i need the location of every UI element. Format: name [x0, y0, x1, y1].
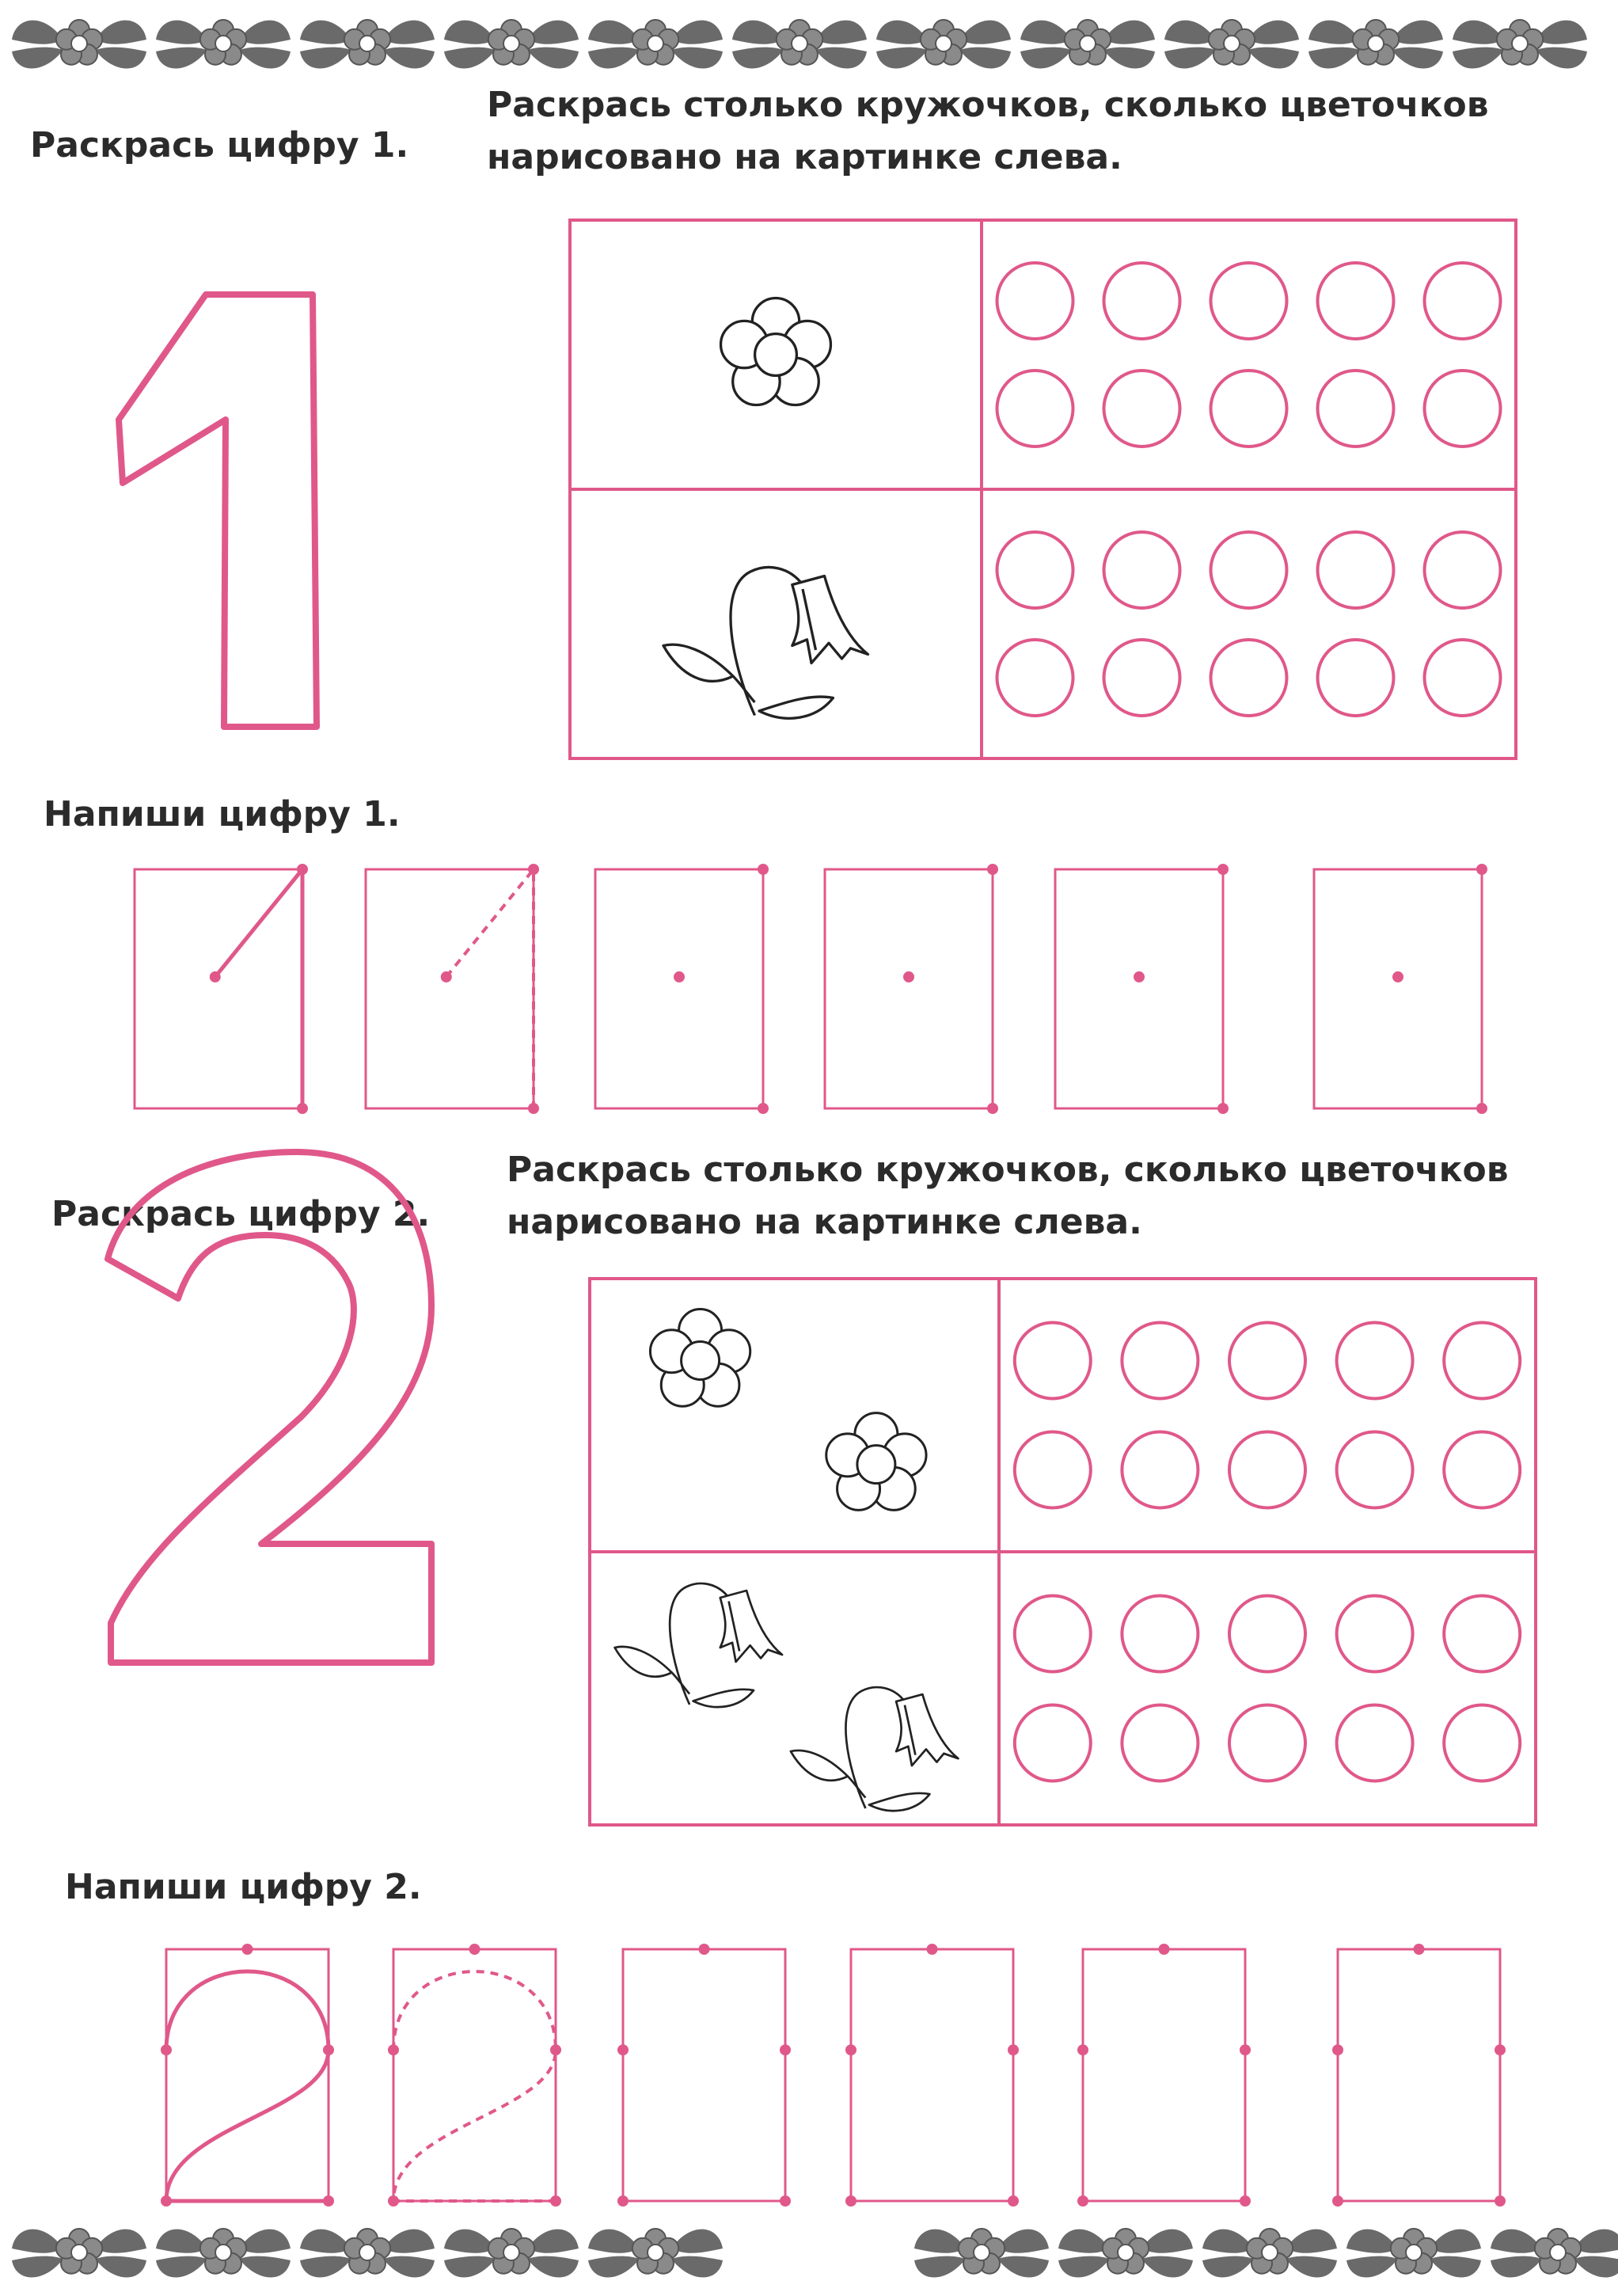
guide-dot — [469, 1944, 480, 1955]
practice-box[interactable] — [1314, 864, 1487, 1114]
practice-box[interactable] — [825, 864, 998, 1114]
guide-dot — [1217, 1103, 1229, 1114]
practice-row-2 — [161, 1944, 1506, 2207]
practice-box[interactable] — [1077, 1944, 1251, 2207]
instruction-1-line1: Раскрась столько кружочков, сколько цветочков — [487, 85, 1489, 125]
practice-box-frame[interactable] — [1314, 869, 1482, 1108]
daisy-flower-icon — [826, 1413, 926, 1511]
guide-dot — [927, 1944, 938, 1955]
guide-dot — [1077, 2044, 1088, 2055]
bellflower-icon — [615, 1583, 783, 1707]
color-circle[interactable] — [1015, 1705, 1091, 1781]
guide-dot — [1392, 971, 1403, 983]
practice-box-frame[interactable] — [166, 1949, 329, 2201]
practice-box[interactable] — [1332, 1944, 1506, 2207]
guide-dot — [1240, 2044, 1251, 2055]
color-circle[interactable] — [1229, 1596, 1305, 1672]
bellflower-icon — [791, 1687, 959, 1811]
color-circle[interactable] — [1337, 1432, 1413, 1508]
guide-dot — [297, 864, 308, 875]
big-digit-2-outline[interactable] — [0, 0, 431, 1663]
color-circle[interactable] — [1104, 371, 1180, 447]
color-circle[interactable] — [997, 371, 1073, 447]
practice-box[interactable] — [617, 1944, 791, 2207]
instruction-2-line1: Раскрась столько кружочков, сколько цветочков — [507, 1150, 1509, 1190]
guide-dot — [550, 2195, 561, 2207]
practice-box-frame[interactable] — [1055, 869, 1223, 1108]
guide-dot — [1008, 2195, 1019, 2207]
guide-dot — [1495, 2195, 1506, 2207]
practice-box[interactable] — [845, 1944, 1019, 2207]
guide-dot — [550, 2044, 561, 2055]
guide-dot — [528, 864, 539, 875]
bellflower-icon — [663, 568, 868, 719]
color-circle[interactable] — [1318, 532, 1394, 608]
practice-box-frame[interactable] — [851, 1949, 1013, 2201]
guide-dot — [1476, 864, 1487, 875]
guide-dot — [758, 1103, 769, 1114]
color-circle[interactable] — [1318, 640, 1394, 716]
guide-dot — [845, 2044, 856, 2055]
color-circle[interactable] — [1015, 1596, 1091, 1672]
color-circle[interactable] — [1122, 1432, 1198, 1508]
guide-dot — [1077, 2195, 1088, 2207]
guide-dot — [758, 864, 769, 875]
color-circle[interactable] — [1337, 1323, 1413, 1399]
practice-box-frame[interactable] — [1083, 1949, 1245, 2201]
guide-dot — [1495, 2044, 1506, 2055]
color-circle[interactable] — [1122, 1705, 1198, 1781]
guide-dot — [699, 1944, 710, 1955]
write-digit-1-label: Напиши цифру 1. — [44, 794, 401, 834]
dashed-digit-1 — [446, 869, 534, 1108]
guide-dot — [388, 2044, 399, 2055]
color-circle[interactable] — [1015, 1323, 1091, 1399]
practice-box-frame[interactable] — [825, 869, 993, 1108]
guide-dot — [1134, 971, 1145, 983]
stem-icon — [670, 1583, 728, 1705]
stem-icon — [733, 676, 755, 702]
color-circle[interactable] — [1229, 1705, 1305, 1781]
practice-box-frame[interactable] — [366, 869, 534, 1108]
guide-dot — [1008, 2044, 1019, 2055]
color-circle[interactable] — [1211, 640, 1287, 716]
big-digit-1-outline[interactable] — [119, 295, 317, 727]
guide-dot — [1159, 1944, 1170, 1955]
leaf-icon — [759, 697, 834, 718]
counting-table-1 — [570, 220, 1516, 758]
leaf-icon — [663, 644, 733, 681]
guide-dot — [987, 1103, 998, 1114]
flower-center-icon — [682, 1342, 720, 1380]
color-circle[interactable] — [1104, 263, 1180, 339]
guide-dot — [845, 2195, 856, 2207]
guide-dot — [528, 1103, 539, 1114]
practice-box[interactable] — [366, 864, 539, 1114]
dashed-digit-2 — [393, 1971, 556, 2201]
stem-icon — [672, 1673, 690, 1694]
practice-box-frame[interactable] — [595, 869, 763, 1108]
stem-icon — [845, 1687, 904, 1808]
guide-dot — [1332, 2044, 1343, 2055]
color-circle[interactable] — [1337, 1705, 1413, 1781]
color-circle[interactable] — [997, 263, 1073, 339]
practice-box-frame[interactable] — [393, 1949, 556, 2201]
color-circle[interactable] — [1104, 532, 1180, 608]
daisy-flower-icon — [650, 1310, 750, 1407]
guide-dot — [441, 971, 452, 983]
leaf-icon — [791, 1751, 848, 1781]
color-digit-1-label: Раскрась цифру 1. — [30, 125, 409, 165]
color-circle[interactable] — [1425, 371, 1501, 447]
color-circle[interactable] — [997, 532, 1073, 608]
color-circle[interactable] — [1122, 1323, 1198, 1399]
practice-box-frame[interactable] — [135, 869, 302, 1108]
color-circle[interactable] — [1122, 1596, 1198, 1672]
instruction-2-line2: нарисовано на картинке слева. — [507, 1202, 1142, 1242]
color-circle[interactable] — [1015, 1432, 1091, 1508]
instruction-1-line2: нарисовано на картинке слева. — [487, 137, 1122, 177]
stem-icon — [848, 1777, 866, 1798]
daisy-flower-icon — [721, 298, 831, 405]
color-circle[interactable] — [1211, 532, 1287, 608]
guide-dot — [323, 2044, 334, 2055]
leaf-icon — [693, 1690, 754, 1707]
color-circle[interactable] — [1104, 640, 1180, 716]
guide-dot — [161, 2195, 172, 2207]
color-circle[interactable] — [1318, 263, 1394, 339]
guide-dot — [297, 1103, 308, 1114]
color-circle[interactable] — [1444, 1705, 1520, 1781]
guide-dot — [780, 2195, 791, 2207]
flower-center-icon — [857, 1446, 895, 1484]
guide-dot — [674, 971, 685, 983]
guide-dot — [1240, 2195, 1251, 2207]
color-circle[interactable] — [1425, 532, 1501, 608]
color-circle[interactable] — [1229, 1323, 1305, 1399]
color-circle[interactable] — [1444, 1596, 1520, 1672]
guide-dot — [987, 864, 998, 875]
traced-digit-1 — [215, 869, 302, 1108]
color-digit-2-label: Раскрась цифру 2. — [51, 1194, 431, 1234]
practice-box[interactable] — [1055, 864, 1229, 1114]
color-circle[interactable] — [997, 640, 1073, 716]
color-circle[interactable] — [1425, 263, 1501, 339]
guide-dot — [1217, 864, 1229, 875]
color-circle[interactable] — [1444, 1323, 1520, 1399]
practice-row-1 — [135, 864, 1487, 1114]
practice-box-frame[interactable] — [623, 1949, 785, 2201]
color-circle[interactable] — [1211, 263, 1287, 339]
color-circle[interactable] — [1337, 1596, 1413, 1672]
color-circle[interactable] — [1211, 371, 1287, 447]
stem-icon — [731, 568, 803, 716]
leaf-icon — [869, 1793, 930, 1811]
write-digit-2-label: Напиши цифру 2. — [65, 1867, 422, 1907]
guide-dot — [1332, 2195, 1343, 2207]
leaf-icon — [615, 1647, 672, 1677]
flower-center-icon — [755, 334, 797, 376]
color-circle[interactable] — [1229, 1432, 1305, 1508]
guide-dot — [617, 2044, 629, 2055]
guide-dot — [617, 2195, 629, 2207]
guide-dot — [242, 1944, 253, 1955]
guide-dot — [903, 971, 914, 983]
counting-table-2 — [590, 1279, 1536, 1825]
practice-box[interactable] — [161, 1944, 334, 2207]
guide-dot — [388, 2195, 399, 2207]
guide-dot — [323, 2195, 334, 2207]
practice-box[interactable] — [135, 864, 308, 1114]
guide-dot — [210, 971, 221, 983]
practice-box-frame[interactable] — [1338, 1949, 1500, 2201]
practice-box[interactable] — [595, 864, 769, 1114]
guide-dot — [161, 2044, 172, 2055]
guide-dot — [1476, 1103, 1487, 1114]
color-circle[interactable] — [1318, 371, 1394, 447]
guide-dot — [780, 2044, 791, 2055]
color-circle[interactable] — [1425, 640, 1501, 716]
color-circle[interactable] — [1444, 1432, 1520, 1508]
guide-dot — [1414, 1944, 1425, 1955]
practice-box[interactable] — [388, 1944, 561, 2207]
traced-digit-2 — [166, 1971, 329, 2201]
